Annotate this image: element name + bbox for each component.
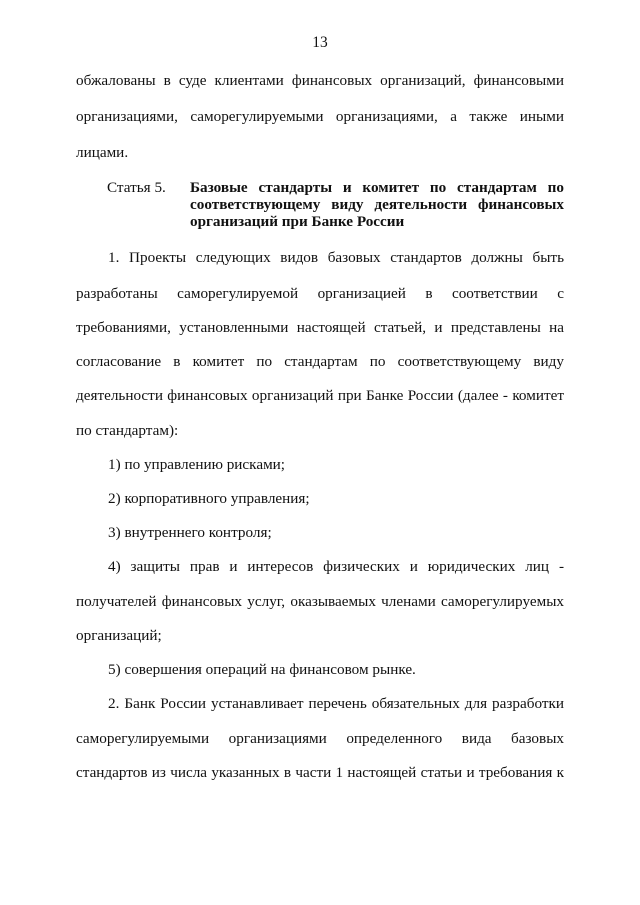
article-title-line: Базовые стандарты и комитет по стандартам по (190, 179, 564, 196)
paragraph-line: стандартов из числа указанных в части 1 настоящей статьи и требования к (76, 764, 564, 781)
paragraph-line: лицами. (76, 144, 129, 161)
paragraph-line: саморегулируемыми организациями определенного вида базовых (76, 730, 564, 747)
paragraph-line: организациями, саморегулируемыми организациями, а также иными (76, 108, 564, 125)
page-number: 13 (312, 34, 328, 51)
paragraph-line: согласование в комитет по стандартам по соответствующему виду (76, 353, 564, 370)
article-title-line: организаций при Банке России (190, 213, 405, 230)
article-label: Статья 5. (107, 179, 166, 196)
paragraph-line: требованиями, установленными настоящей статьей, и представлены на (76, 319, 564, 336)
paragraph-line: разработаны саморегулируемой организацией в соответствии с (76, 285, 564, 302)
paragraph-line: деятельности финансовых организаций при Банке России (далее - комитет (76, 387, 564, 404)
paragraph-line: по стандартам): (76, 422, 179, 439)
list-item: 1) по управлению рисками; (108, 456, 286, 473)
paragraph-line: организаций; (76, 627, 162, 644)
list-item: 3) внутреннего контроля; (108, 524, 272, 541)
paragraph-line: получателей финансовых услуг, оказываемых членами саморегулируемых (76, 593, 564, 610)
paragraph-line: 2. Банк России устанавливает перечень обязательных для разработки (108, 695, 564, 712)
list-item: 2) корпоративного управления; (108, 490, 310, 507)
paragraph-line: 1. Проекты следующих видов базовых стандартов должны быть (108, 249, 564, 266)
list-item: 4) защиты прав и интересов физических и юридических лиц - (108, 558, 564, 575)
paragraph-line: обжалованы в суде клиентами финансовых организаций, финансовыми (76, 72, 564, 89)
article-title-line: соответствующему виду деятельности финансовых (190, 196, 564, 213)
list-item: 5) совершения операций на финансовом рынке. (108, 661, 416, 678)
